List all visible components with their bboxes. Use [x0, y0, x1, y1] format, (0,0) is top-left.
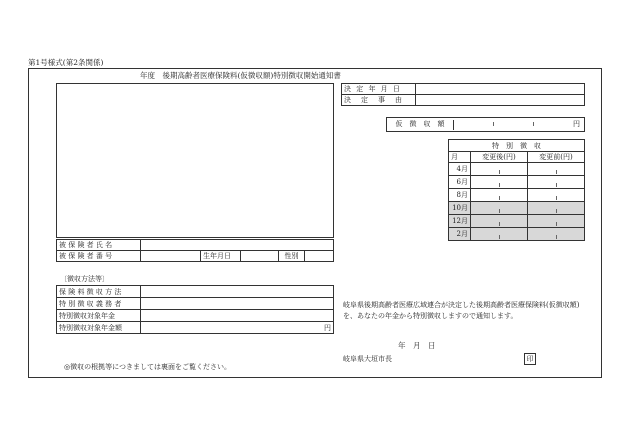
address-window [56, 83, 334, 238]
separator-tick [499, 196, 500, 200]
separator-tick [499, 235, 500, 239]
month-cell: 12月 [449, 215, 471, 228]
before-cell [528, 176, 585, 189]
method-row-value [141, 310, 334, 322]
before-cell [528, 163, 585, 176]
date-line: 年 月 日 [398, 341, 436, 350]
decision-reason-value [416, 95, 585, 106]
after-cell [471, 228, 528, 241]
before-cell [528, 202, 585, 215]
method-row-label: 特別徴収対象年金 [57, 310, 141, 322]
month-cell: 8月 [449, 189, 471, 202]
provisional-amount-label: 仮 徴 収 額 [387, 120, 454, 130]
separator-tick [499, 222, 500, 226]
after-cell [471, 215, 528, 228]
notice-text: 岐阜県後期高齢者医療広域連合が決定した後期高齢者医療保険料(仮徴収額)を、あなたの年金から特別徴収しますので通知します。 [343, 301, 580, 320]
col-month-header: 月 [449, 152, 471, 163]
before-cell [528, 189, 585, 202]
insured-number-value [141, 251, 201, 262]
decision-date-value [416, 84, 585, 95]
separator-tick [556, 196, 557, 200]
separator-tick [556, 170, 557, 174]
separator-tick [556, 235, 557, 239]
sex-label: 性別 [279, 251, 305, 262]
decision-reason-label: 決 定 事 由 [342, 95, 416, 106]
after-cell [471, 189, 528, 202]
sex-value [305, 251, 334, 262]
decision-table [341, 83, 585, 106]
separator-tick [556, 183, 557, 187]
separator-tick [556, 222, 557, 226]
birth-label: 生年月日 [201, 251, 241, 262]
method-section-label: 〔徴収方法等〕 [60, 275, 109, 283]
form-title: 年度 後期高齢者医療保険料(仮徴収額)特別徴収開始通知書 [140, 71, 341, 80]
method-row-value [141, 286, 334, 298]
method-row-label: 保 険 料 徴 収 方 法 [57, 286, 141, 298]
seal-mark: 印 [524, 353, 536, 365]
insured-number-label: 被 保 険 者 番 号 [57, 251, 141, 262]
separator-tick [499, 209, 500, 213]
provisional-amount-box [386, 117, 585, 132]
insured-table [56, 239, 334, 262]
birth-value [241, 251, 279, 262]
month-cell: 2月 [449, 228, 471, 241]
form-number: 第1号様式(第2条関係) [28, 58, 104, 67]
method-table [56, 285, 334, 334]
separator-tick [499, 170, 500, 174]
special-collection-header: 特 別 徴 収 [449, 140, 585, 152]
method-row-label: 特 別 徴 収 義 務 者 [57, 298, 141, 310]
pension-amount-unit: 円 [141, 322, 334, 334]
decision-date-label: 決 定 年 月 日 [342, 84, 416, 95]
after-cell [471, 202, 528, 215]
col-after-header: 変更後(円) [471, 152, 528, 163]
mayor-name: 岐阜県大垣市長 [343, 355, 392, 363]
month-cell: 10月 [449, 202, 471, 215]
special-collection-table [448, 139, 585, 241]
method-row-label: 特別徴収対象年金額 [57, 322, 141, 334]
before-cell [528, 215, 585, 228]
month-cell: 4月 [449, 163, 471, 176]
after-cell [471, 176, 528, 189]
provisional-amount-unit: 円 [573, 120, 580, 128]
col-before-header: 変更前(円) [528, 152, 585, 163]
method-row-value [141, 298, 334, 310]
separator-tick [499, 183, 500, 187]
separator-tick [556, 209, 557, 213]
footnote: ◎徴収の根拠等につきましては裏面をご覧ください。 [64, 363, 231, 371]
month-cell: 6月 [449, 176, 471, 189]
insured-name-value [141, 240, 334, 251]
before-cell [528, 228, 585, 241]
insured-name-label: 被 保 険 者 氏 名 [57, 240, 141, 251]
after-cell [471, 163, 528, 176]
